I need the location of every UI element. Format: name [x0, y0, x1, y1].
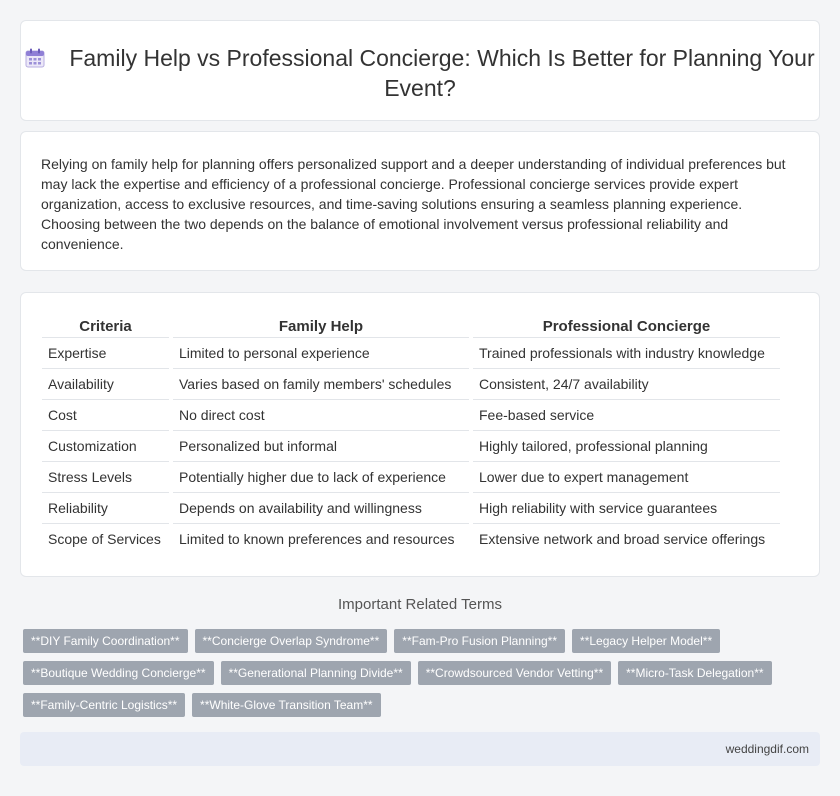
table-row	[42, 524, 780, 555]
concierge-cell: Trained professionals with industry knowledge	[473, 338, 780, 369]
table-header-row	[42, 317, 780, 338]
page-title-wrap	[21, 43, 819, 103]
related-term-tag[interactable]: **DIY Family Coordination**	[23, 629, 188, 653]
concierge-cell: Highly tailored, professional planning	[473, 431, 780, 462]
concierge-cell: Fee-based service	[473, 400, 780, 431]
table-row	[42, 431, 780, 462]
related-term-tag[interactable]: **Concierge Overlap Syndrome**	[195, 629, 388, 653]
related-term-tag[interactable]: **Fam-Pro Fusion Planning**	[394, 629, 565, 653]
table-row	[42, 338, 780, 369]
concierge-cell: Consistent, 24/7 availability	[473, 369, 780, 400]
related-term-tag[interactable]: **Micro-Task Delegation**	[618, 661, 771, 685]
header-criteria: Criteria	[79, 318, 132, 335]
family-help-cell: Depends on availability and willingness	[173, 493, 469, 524]
footer-site-link[interactable]: weddingdif.com	[725, 742, 809, 756]
related-term-tag[interactable]: **Crowdsourced Vendor Vetting**	[418, 661, 611, 685]
table-row	[42, 462, 780, 493]
related-terms-heading: Important Related Terms	[338, 596, 502, 613]
table-row	[42, 493, 780, 524]
family-help-cell: Varies based on family members' schedules	[173, 369, 469, 400]
header-family-help: Family Help	[278, 318, 364, 335]
criteria-cell: Stress Levels	[42, 462, 169, 493]
table-row	[42, 400, 780, 431]
criteria-cell: Availability	[42, 369, 169, 400]
concierge-cell: Extensive network and broad service offerings	[473, 524, 780, 555]
table-row	[42, 369, 780, 400]
intro-card	[20, 131, 820, 271]
comparison-card	[20, 292, 820, 577]
related-term-tag[interactable]: **Legacy Helper Model**	[572, 629, 720, 653]
criteria-cell: Cost	[42, 400, 169, 431]
criteria-cell: Expertise	[42, 338, 169, 369]
page-title: Family Help vs Professional Concierge: Which Is Better for Planning Your Event?	[69, 45, 815, 101]
related-term-tag[interactable]: **Generational Planning Divide**	[221, 661, 411, 685]
related-terms-list	[23, 629, 813, 717]
criteria-cell: Scope of Services	[42, 524, 169, 555]
concierge-cell: Lower due to expert management	[473, 462, 780, 493]
related-term-tag[interactable]: **Boutique Wedding Concierge**	[23, 661, 214, 685]
criteria-cell: Customization	[42, 431, 169, 462]
comparison-table	[42, 317, 780, 555]
criteria-cell: Reliability	[42, 493, 169, 524]
calendar-icon	[25, 48, 45, 68]
family-help-cell: Limited to personal experience	[173, 338, 469, 369]
header-professional-concierge: Professional Concierge	[542, 318, 711, 335]
title-card	[20, 20, 820, 121]
concierge-cell: High reliability with service guarantees	[473, 493, 780, 524]
related-term-tag[interactable]: **White-Glove Transition Team**	[192, 693, 381, 717]
intro-paragraph: Relying on family help for planning offers personalized support and a deeper understanding of individual preferences but may lack the expertise and efficiency of a professional concierge. Professional concierge services provide expert organization, access to exclusive resources, and time-saving solutions ensuring a seamless planning experience. Choosing between the two depends on the balance of emotional involvement versus professional reliability and convenience.	[41, 156, 786, 252]
footer	[20, 732, 820, 766]
family-help-cell: Personalized but informal	[173, 431, 469, 462]
family-help-cell: Limited to known preferences and resources	[173, 524, 469, 555]
related-term-tag[interactable]: **Family-Centric Logistics**	[23, 693, 185, 717]
family-help-cell: No direct cost	[173, 400, 469, 431]
family-help-cell: Potentially higher due to lack of experience	[173, 462, 469, 493]
